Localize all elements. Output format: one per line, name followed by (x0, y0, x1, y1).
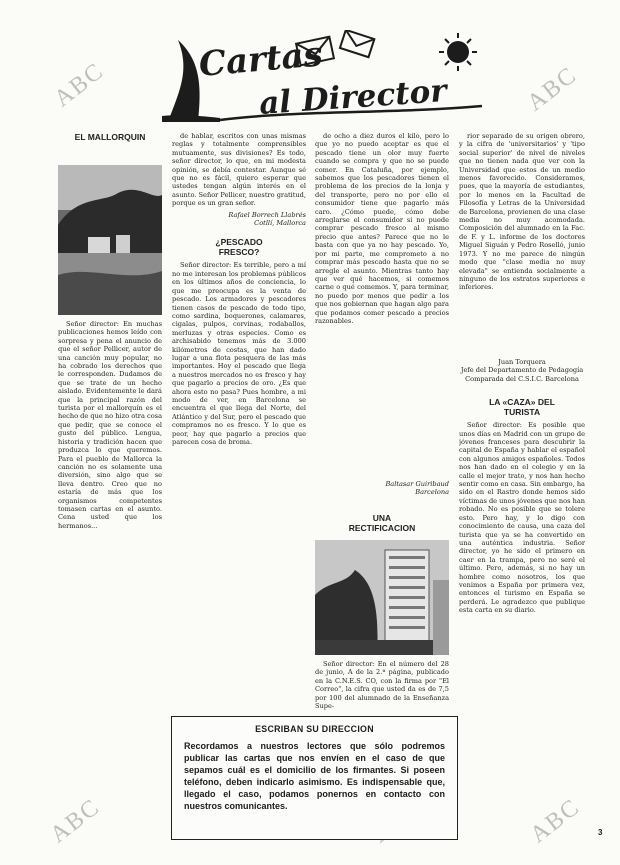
article-body: Señor director: En el número del 28 de junio, A de la 2.ª página, publicado en la C.N.E.S. CO, con la firma por "El Correo", la cifra que usted da es de 7,5 por 100 del alumnado de la Enseñanza Supe- (315, 660, 449, 711)
article-body: de hablar, escritos con unas mismas reglas y totalmente comprensibles mutuamente, sus divisiones? Es todo, señor director, lo que, en mi modesta opinión, se debía contestar. Aunque sé que no es fácil, quiero esperar que ustedes tengan algún interés en el asunto. Señor Pellicer, nuestro gratitud, porque es un gran señor. (172, 132, 306, 208)
article-body: rior separado de su origen obrero, y la cifra de 'universitarios' y 'tipo social superior' de nivel de niveles que no tienen nada que ver con la Universidad que estos de un medio menos favorecido. Consideramos, pues, que la mayoría de estudiantes, por lo menos en la Facultad de Filosofía y Letras de la Universidad de Barcelona, provienen de una clase media no muy acomodada. Composición del alumnado en la Fac. de F. y L. informe de los doctores Miguel Siguán y Pedro Roselló, junio 1973. Y no me parece de ningún modo que "clase media no muy elevada" se entienda socialmente a ninguno de los estratos superiores e inferiores. (459, 132, 585, 292)
article-photo-buildings (315, 540, 449, 655)
watermark: ABC (45, 793, 106, 849)
masthead-illustration (160, 30, 490, 125)
article-body: Señor director: Es terrible, pero a mí no me interesan los problemas públicos en los últimos años de conciencia, lo que me preocupa es la venta de pescado. Los armadores y pescadores tienen casos de pescado de todo tipo, como sardina, boquerones, calamares, cigalas, pulpos, corvinas, rodaballos, merluzas y otras especies. Como es archisabido tenemos más de 3.000 kilómetros de costas, que han dado lugar a una flota pesquera de las más importantes. Hoy el pescado que llega a nuestros mercados no es fresco y hay que pagarlo a precios de oro. ¿Es que ahora esto no pasa? Pues hombre, a mi modo de ver, en Barcelona se encuentra el que llega del Norte, del Atlántico y del Sur, pero el pescado que compramos no es fresco. Y lo que es peor, hay que pagarlo a precios que parecen cosa de broma. (172, 261, 306, 446)
masthead-title-word2: al Director (258, 72, 448, 122)
signature-place: Cotllí, Mallorca (254, 219, 306, 228)
article-title: ¿PESCADO FRESCO? (215, 237, 263, 258)
watermark: ABC (49, 57, 110, 113)
signature: Baltasar Guiribaud (385, 480, 449, 488)
signature: Juan Torquera (498, 358, 546, 366)
page-number: 3 (598, 828, 603, 837)
column-3-body2 (315, 660, 449, 712)
signature: Rafael Borrech Llabrés (228, 210, 306, 219)
article-title: EL MALLORQUIN (74, 132, 146, 142)
article-body: Señor director: En muchas publicaciones hemos leído con sorpresa y pena el anuncio de que el señor Pellicer, autor de una canción muy popular, no ha cobrado los derechos que le corresponden. Dudamos de que se trate de un hecho aislado. Evidentemente le dará que la principal razón del turista por el mallorquín es el hecho de que no hizo otra cosa que pedir, que se conoce el gusto del público. Lengua, historia y tradición hacen que produzca lo que queremos. Para el pueblo de Mallorca la canción no es solamente una diversión, sino algo que se lleva dentro. Creo que no estaría de más que los organismos competentes tomasen cartas en el asunto. Cena usted que los hermanos... (58, 320, 162, 530)
article-photo-harbour (58, 165, 162, 315)
article-body: de ocho a diez duros el kilo, pero lo que yo no puedo aceptar es que el pescado tiene un olor muy fuerte cuando se compra y que no se puede comer. En Cataluña, por ejemplo, sabemos que los pescadores tienen el problema de los precios de la lonja y del transporte, pero no por ello el consumidor tiene que pagarlo más caro. ¿Cómo puede, cómo debe arreglarse el consumidor si no puede comprar pescado fresco al mismo precio que antes? Parece que no le basta con que ya no hay pescado. Yo, por mi parte, me comprometo a no comprar más pescado hasta que no se arregle el asunto. Mientras tanto hay que ver qué hacemos, si comemos carne o qué comemos. Y, para terminar, no puedo por menos que pedir a los que nos gobiernan que hagan algo para que podamos comer pescado a precios razonables. (315, 132, 449, 325)
article-title: LA «CAZA» DEL TURISTA (489, 397, 555, 418)
article-body: Señor director: Es posible que unos días en Madrid con un grupo de jóvenes franceses para descubrir la capital de España y hablar el español con algunos amigos españoles. Todos nos han dado en el colegio y en la calle el mejor trato, y nos han hecho sentir como en casa. Sin embargo, ha sido en el Rastro donde hemos sido víctimas de unos jóvenes que nos han robado. No es posible que se tolere esto. Pero hay, y lo digo con conocimiento de causa, una caza del turista que ya se ha convertido en una auténtica industria. Señor director, yo he sido el primero en caer en la trampa, pero no seré el último. Pero, además, si no hay un hombre como nosotros, los que venimos a España por primera vez, entonces el turismo en España se perderá. Le agradezco que publique esta carta en su diario. (459, 421, 585, 615)
column-1-body (58, 320, 162, 840)
column-1 (58, 130, 162, 146)
section-masthead (160, 30, 490, 125)
signature-place: Barcelona (415, 488, 449, 497)
watermark: ABC (525, 793, 586, 849)
article-title: UNA RECTIFICACION (348, 512, 416, 533)
signature-place: Jefe del Departamento de Pedagogía Comparada del C.S.I.C. Barcelona (460, 366, 584, 383)
notice-box (171, 716, 458, 840)
column-4 (459, 132, 585, 842)
notice-text: Recordamos a nuestros lectores que sólo podremos publicar las cartas que nos envíen en el caso de que sepamos cuál es el domicilio de los firmantes. Si poseen teléfono, deben indicarlo asimismo. Es indispensable que, llegado el caso, podamos ponernos en contacto con nuestros comunicantes. (184, 741, 445, 811)
watermark: ABC (522, 61, 583, 117)
column-3 (315, 132, 449, 537)
masthead-title-word1: Cartas (197, 34, 325, 85)
notice-title: ESCRIBAN SU DIRECCION (255, 724, 374, 734)
